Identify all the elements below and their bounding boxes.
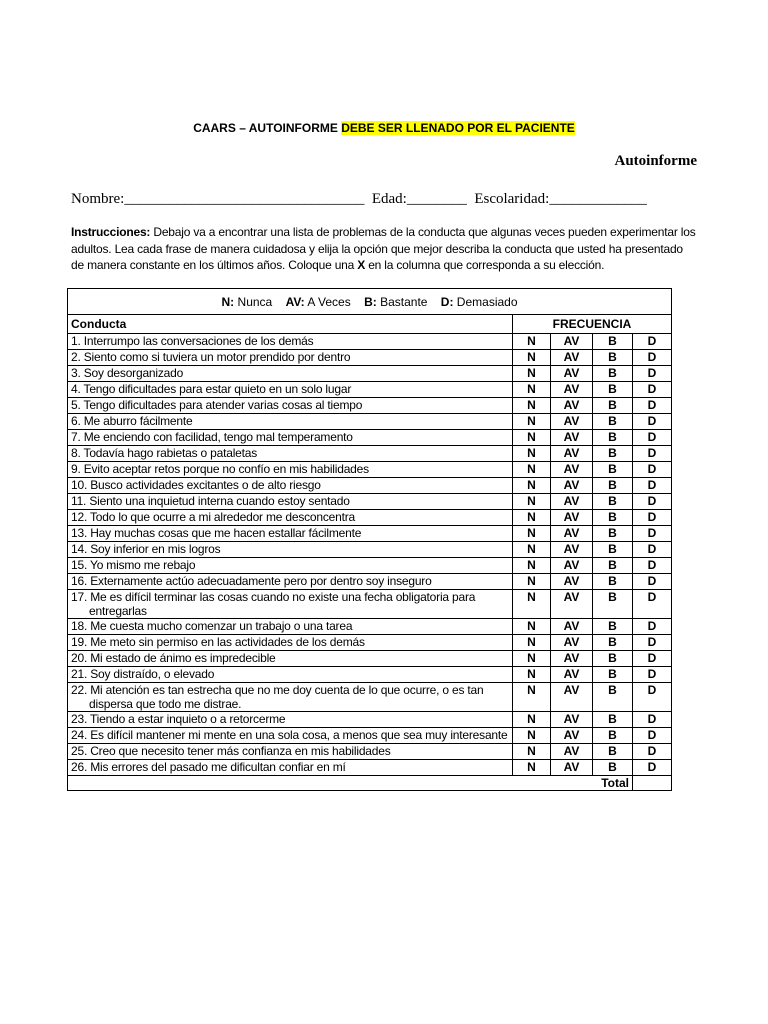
option-b-cell[interactable]: B bbox=[593, 398, 633, 414]
item-text: 15. Yo mismo me rebajo bbox=[71, 558, 196, 572]
option-d-cell[interactable]: D bbox=[633, 526, 672, 542]
option-n-cell[interactable]: N bbox=[513, 462, 551, 478]
option-av-cell[interactable]: AV bbox=[551, 446, 593, 462]
option-av-cell[interactable]: AV bbox=[551, 430, 593, 446]
table-row bbox=[68, 619, 672, 635]
option-b-cell[interactable]: B bbox=[593, 683, 633, 712]
item-text-cell bbox=[68, 574, 513, 590]
option-b-cell[interactable]: B bbox=[593, 590, 633, 619]
table-row bbox=[68, 382, 672, 398]
option-n-cell[interactable]: N bbox=[513, 366, 551, 382]
option-av-cell[interactable]: AV bbox=[551, 542, 593, 558]
table-row bbox=[68, 526, 672, 542]
option-n-cell[interactable]: N bbox=[513, 446, 551, 462]
table-row bbox=[68, 510, 672, 526]
table-row bbox=[68, 542, 672, 558]
option-n-cell[interactable]: N bbox=[513, 590, 551, 619]
option-b-cell[interactable]: B bbox=[593, 651, 633, 667]
item-text: 10. Busco actividades excitantes o de alto riesgo bbox=[71, 478, 321, 492]
option-n-cell[interactable]: N bbox=[513, 494, 551, 510]
total-row bbox=[68, 776, 672, 791]
table-row bbox=[68, 590, 672, 619]
option-d-cell[interactable]: D bbox=[633, 574, 672, 590]
option-b-cell[interactable]: B bbox=[593, 462, 633, 478]
option-b-cell[interactable]: B bbox=[593, 478, 633, 494]
option-av-cell[interactable]: AV bbox=[551, 728, 593, 744]
item-text: 26. Mis errores del pasado me dificultan confiar en mí bbox=[71, 760, 346, 774]
item-text-cell bbox=[68, 366, 513, 382]
option-av-cell[interactable]: AV bbox=[551, 651, 593, 667]
option-d-cell[interactable]: D bbox=[633, 494, 672, 510]
caars-table bbox=[67, 288, 672, 791]
item-text-cell bbox=[68, 430, 513, 446]
table-row bbox=[68, 558, 672, 574]
option-n-cell[interactable]: N bbox=[513, 712, 551, 728]
option-d-cell[interactable]: D bbox=[633, 619, 672, 635]
item-text-cell bbox=[68, 510, 513, 526]
option-n-cell[interactable]: N bbox=[513, 350, 551, 366]
item-text: 12. Todo lo que ocurre a mi alrededor me desconcentra bbox=[71, 510, 356, 524]
form-title-highlight: DEBE SER LLENADO POR EL PACIENTE bbox=[341, 121, 575, 135]
option-d-cell[interactable]: D bbox=[633, 334, 672, 350]
option-n-cell[interactable]: N bbox=[513, 542, 551, 558]
item-text: 6. Me aburro fácilmente bbox=[71, 414, 193, 428]
item-text-cell bbox=[68, 382, 513, 398]
option-av-cell[interactable]: AV bbox=[551, 462, 593, 478]
option-d-cell[interactable]: D bbox=[633, 382, 672, 398]
table-row bbox=[68, 334, 672, 350]
option-d-cell[interactable]: D bbox=[633, 542, 672, 558]
item-text: 8. Todavía hago rabietas o pataletas bbox=[71, 446, 258, 460]
option-av-cell[interactable]: AV bbox=[551, 744, 593, 760]
option-av-cell[interactable]: AV bbox=[551, 619, 593, 635]
option-d-cell[interactable]: D bbox=[633, 744, 672, 760]
item-text-cell bbox=[68, 619, 513, 635]
option-b-cell[interactable]: B bbox=[593, 526, 633, 542]
item-text: 25. Creo que necesito tener más confianza en mis habilidades bbox=[71, 744, 391, 758]
table-row bbox=[68, 478, 672, 494]
table-row bbox=[68, 414, 672, 430]
item-text-cell bbox=[68, 494, 513, 510]
option-b-cell[interactable]: B bbox=[593, 350, 633, 366]
option-b-cell[interactable]: B bbox=[593, 635, 633, 651]
table-row bbox=[68, 683, 672, 712]
item-text: 13. Hay muchas cosas que me hacen estallar fácilmente bbox=[71, 526, 362, 540]
item-text-cell bbox=[68, 744, 513, 760]
option-av-cell[interactable]: AV bbox=[551, 414, 593, 430]
option-b-cell[interactable]: B bbox=[593, 446, 633, 462]
instructions-mark: X bbox=[357, 258, 366, 272]
table-row bbox=[68, 574, 672, 590]
item-text-cell bbox=[68, 683, 513, 712]
item-text-cell bbox=[68, 446, 513, 462]
legend-n: N: Nunca bbox=[221, 294, 273, 309]
edad-label: Edad: bbox=[371, 191, 407, 207]
total-label: Total bbox=[68, 776, 633, 791]
patient-fields bbox=[71, 191, 647, 208]
item-text: 18. Me cuesta mucho comenzar un trabajo o una tarea bbox=[71, 619, 353, 633]
option-b-cell[interactable]: B bbox=[593, 728, 633, 744]
option-av-cell[interactable]: AV bbox=[551, 494, 593, 510]
option-av-cell[interactable]: AV bbox=[551, 350, 593, 366]
option-av-cell[interactable]: AV bbox=[551, 558, 593, 574]
table-row bbox=[68, 366, 672, 382]
option-d-cell[interactable]: D bbox=[633, 558, 672, 574]
option-n-cell[interactable]: N bbox=[513, 683, 551, 712]
option-av-cell[interactable]: AV bbox=[551, 366, 593, 382]
option-n-cell[interactable]: N bbox=[513, 667, 551, 683]
option-b-cell[interactable]: B bbox=[593, 558, 633, 574]
option-d-cell[interactable]: D bbox=[633, 712, 672, 728]
table-row bbox=[68, 494, 672, 510]
escolaridad-label: Escolaridad: bbox=[474, 191, 550, 207]
item-text-cell bbox=[68, 462, 513, 478]
item-text: 19. Me meto sin permiso en las actividades de los demás bbox=[71, 635, 365, 649]
item-text-cell bbox=[68, 558, 513, 574]
option-av-cell[interactable]: AV bbox=[551, 590, 593, 619]
option-b-cell[interactable]: B bbox=[593, 712, 633, 728]
item-text: 17. Me es difícil terminar las cosas cuando no existe una fecha obligatoria para entregarlas bbox=[71, 590, 476, 618]
instructions-label: Instrucciones: bbox=[71, 225, 151, 239]
item-text: 1. Interrumpo las conversaciones de los demás bbox=[71, 334, 314, 348]
item-text: 5. Tengo dificultades para atender varias cosas al tiempo bbox=[71, 398, 363, 412]
option-d-cell[interactable]: D bbox=[633, 366, 672, 382]
option-n-cell[interactable]: N bbox=[513, 414, 551, 430]
table-row bbox=[68, 744, 672, 760]
option-d-cell[interactable]: D bbox=[633, 398, 672, 414]
table-row bbox=[68, 462, 672, 478]
conducta-header: Conducta bbox=[68, 315, 513, 334]
option-av-cell[interactable]: AV bbox=[551, 667, 593, 683]
option-d-cell[interactable]: D bbox=[633, 350, 672, 366]
table-row bbox=[68, 760, 672, 776]
table-row bbox=[68, 350, 672, 366]
option-av-cell[interactable]: AV bbox=[551, 712, 593, 728]
item-text: 20. Mi estado de ánimo es impredecible bbox=[71, 651, 276, 665]
option-av-cell[interactable]: AV bbox=[551, 398, 593, 414]
option-n-cell[interactable]: N bbox=[513, 478, 551, 494]
option-av-cell[interactable]: AV bbox=[551, 683, 593, 712]
escolaridad-field[interactable]: _____________ bbox=[549, 191, 647, 207]
item-text: 21. Soy distraído, o elevado bbox=[71, 667, 215, 681]
option-av-cell[interactable]: AV bbox=[551, 635, 593, 651]
option-d-cell[interactable]: D bbox=[633, 651, 672, 667]
option-d-cell[interactable]: D bbox=[633, 462, 672, 478]
option-d-cell[interactable]: D bbox=[633, 590, 672, 619]
form-title bbox=[0, 121, 768, 135]
item-text: 3. Soy desorganizado bbox=[71, 366, 184, 380]
legend-b: B: Bastante bbox=[364, 294, 428, 309]
option-d-cell[interactable]: D bbox=[633, 667, 672, 683]
instructions-text-1: Debajo va a encontrar una lista de problemas de la conducta que algunas veces pueden experimentar los adultos. Lea cada frase de manera cuidadosa y elija la opción que mejor describa la conducta que usted ha presentado de manera constante en los últimos años. Coloque una bbox=[71, 225, 696, 272]
item-text-cell bbox=[68, 651, 513, 667]
item-text-cell bbox=[68, 526, 513, 542]
table-row bbox=[68, 712, 672, 728]
item-text: 4. Tengo dificultades para estar quieto en un solo lugar bbox=[71, 382, 352, 396]
item-text: 14. Soy inferior en mis logros bbox=[71, 542, 221, 556]
option-n-cell[interactable]: N bbox=[513, 635, 551, 651]
item-text: 7. Me enciendo con facilidad, tengo mal temperamento bbox=[71, 430, 353, 444]
option-b-cell[interactable]: B bbox=[593, 366, 633, 382]
option-n-cell[interactable]: N bbox=[513, 574, 551, 590]
item-text-cell bbox=[68, 542, 513, 558]
option-av-cell[interactable]: AV bbox=[551, 574, 593, 590]
option-b-cell[interactable]: B bbox=[593, 494, 633, 510]
item-text-cell bbox=[68, 350, 513, 366]
item-text: 24. Es difícil mantener mi mente en una sola cosa, a menos que sea muy interesante bbox=[71, 728, 508, 742]
option-n-cell[interactable]: N bbox=[513, 744, 551, 760]
item-text: 2. Siento como si tuviera un motor prendido por dentro bbox=[71, 350, 351, 364]
option-n-cell[interactable]: N bbox=[513, 558, 551, 574]
item-text-cell bbox=[68, 760, 513, 776]
option-b-cell[interactable]: B bbox=[593, 430, 633, 446]
option-d-cell[interactable]: D bbox=[633, 635, 672, 651]
option-d-cell[interactable]: D bbox=[633, 510, 672, 526]
option-d-cell[interactable]: D bbox=[633, 478, 672, 494]
option-d-cell[interactable]: D bbox=[633, 430, 672, 446]
instructions-text-2: en la columna que corresponda a su elección. bbox=[365, 258, 605, 272]
option-b-cell[interactable]: B bbox=[593, 760, 633, 776]
item-text: 11. Siento una inquietud interna cuando estoy sentado bbox=[71, 494, 350, 508]
legend-d: D: Demasiado bbox=[440, 294, 518, 309]
option-b-cell[interactable]: B bbox=[593, 382, 633, 398]
option-d-cell[interactable]: D bbox=[633, 683, 672, 712]
form-subtitle: Autoinforme bbox=[614, 153, 697, 169]
header-row bbox=[68, 315, 672, 334]
option-b-cell[interactable]: B bbox=[593, 667, 633, 683]
option-av-cell[interactable]: AV bbox=[551, 760, 593, 776]
nombre-label: Nombre: bbox=[71, 191, 125, 207]
option-av-cell[interactable]: AV bbox=[551, 510, 593, 526]
option-n-cell[interactable]: N bbox=[513, 398, 551, 414]
option-av-cell[interactable]: AV bbox=[551, 334, 593, 350]
item-text-cell bbox=[68, 728, 513, 744]
option-av-cell[interactable]: AV bbox=[551, 526, 593, 542]
item-text-cell bbox=[68, 478, 513, 494]
item-text-cell bbox=[68, 398, 513, 414]
item-text-cell bbox=[68, 712, 513, 728]
item-text: 23. Tiendo a estar inquieto o a retorcerme bbox=[71, 712, 286, 726]
option-n-cell[interactable]: N bbox=[513, 760, 551, 776]
frecuencia-header: FRECUENCIA bbox=[513, 315, 672, 334]
nombre-field[interactable]: ________________________________ bbox=[124, 191, 365, 207]
option-n-cell[interactable]: N bbox=[513, 382, 551, 398]
item-text-cell bbox=[68, 414, 513, 430]
legend-row bbox=[68, 289, 672, 315]
option-b-cell[interactable]: B bbox=[593, 619, 633, 635]
total-field[interactable] bbox=[633, 776, 672, 791]
table-row bbox=[68, 728, 672, 744]
item-text: 22. Mi atención es tan estrecha que no me doy cuenta de lo que ocurre, o es tan dispersa que todo me distrae. bbox=[71, 683, 484, 711]
option-n-cell[interactable]: N bbox=[513, 619, 551, 635]
option-b-cell[interactable]: B bbox=[593, 574, 633, 590]
table-row bbox=[68, 430, 672, 446]
option-n-cell[interactable]: N bbox=[513, 526, 551, 542]
option-n-cell[interactable]: N bbox=[513, 510, 551, 526]
legend-av: AV: A Veces bbox=[285, 294, 351, 309]
option-n-cell[interactable]: N bbox=[513, 430, 551, 446]
option-n-cell[interactable]: N bbox=[513, 651, 551, 667]
option-d-cell[interactable]: D bbox=[633, 414, 672, 430]
option-b-cell[interactable]: B bbox=[593, 510, 633, 526]
table-row bbox=[68, 635, 672, 651]
option-b-cell[interactable]: B bbox=[593, 334, 633, 350]
option-d-cell[interactable]: D bbox=[633, 446, 672, 462]
item-text-cell bbox=[68, 635, 513, 651]
option-b-cell[interactable]: B bbox=[593, 414, 633, 430]
table-row bbox=[68, 651, 672, 667]
edad-field[interactable]: ________ bbox=[406, 191, 467, 207]
option-d-cell[interactable]: D bbox=[633, 760, 672, 776]
table-row bbox=[68, 398, 672, 414]
option-n-cell[interactable]: N bbox=[513, 728, 551, 744]
item-text-cell bbox=[68, 334, 513, 350]
item-text-cell bbox=[68, 667, 513, 683]
table-row bbox=[68, 446, 672, 462]
option-b-cell[interactable]: B bbox=[593, 542, 633, 558]
legend-cell bbox=[68, 289, 672, 315]
form-title-text: CAARS – AUTOINFORME bbox=[193, 121, 338, 135]
option-av-cell[interactable]: AV bbox=[551, 382, 593, 398]
item-text: 16. Externamente actúo adecuadamente pero por dentro soy inseguro bbox=[71, 574, 432, 588]
instructions bbox=[71, 224, 696, 274]
item-text: 9. Evito aceptar retos porque no confío en mis habilidades bbox=[71, 462, 369, 476]
item-text-cell bbox=[68, 590, 513, 619]
option-b-cell[interactable]: B bbox=[593, 744, 633, 760]
option-av-cell[interactable]: AV bbox=[551, 478, 593, 494]
option-n-cell[interactable]: N bbox=[513, 334, 551, 350]
option-d-cell[interactable]: D bbox=[633, 728, 672, 744]
table-row bbox=[68, 667, 672, 683]
